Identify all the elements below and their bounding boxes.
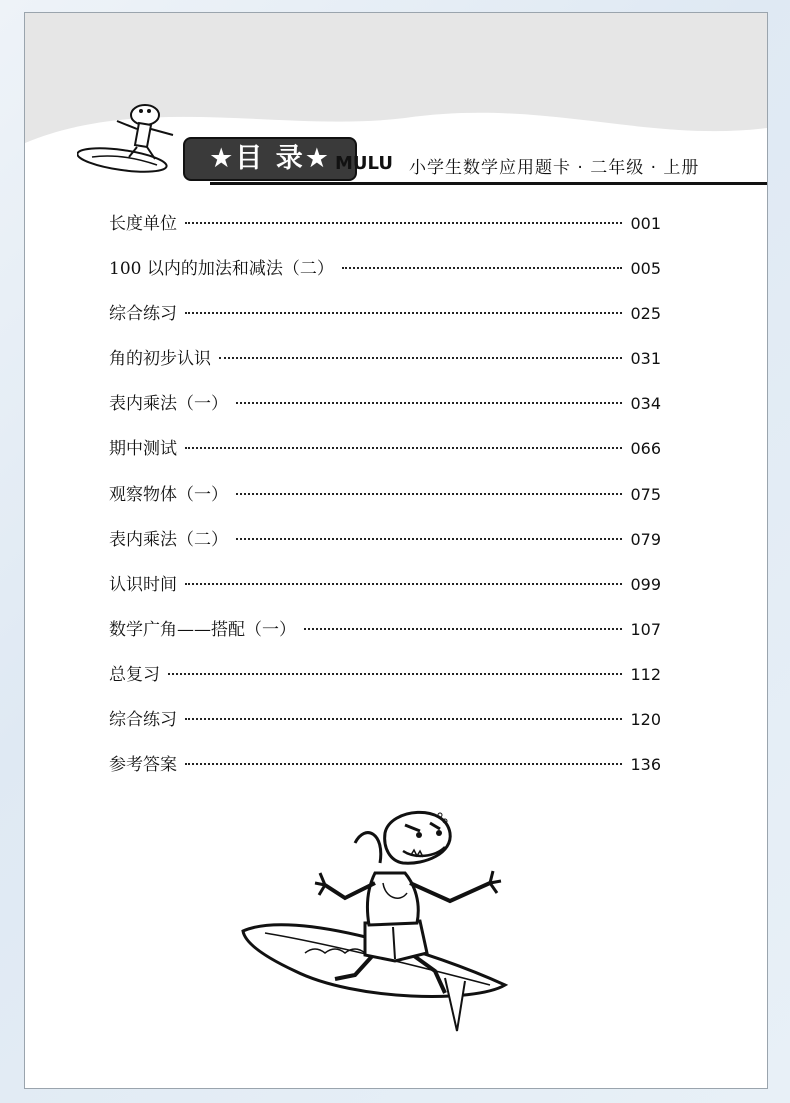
dot-leader (185, 222, 622, 224)
dot-leader (236, 493, 622, 495)
toc-entry-page: 001 (630, 214, 661, 233)
toc-entry-page: 079 (630, 529, 661, 549)
toc-entry-title: 认识时间 (109, 574, 177, 595)
dot-leader (219, 357, 622, 359)
dot-leader (304, 628, 622, 630)
toc-entry-title: 数学广角——搭配（一） (109, 619, 296, 640)
toc-entry-page: 112 (630, 664, 661, 684)
toc-entry-title: 综合练习 (109, 304, 177, 325)
toc-entry-page: 099 (630, 574, 661, 594)
page (24, 12, 768, 1089)
toc-entry-title: 参考答案 (109, 755, 177, 776)
dot-leader (168, 673, 622, 675)
toc-entry-page: 120 (630, 710, 661, 730)
toc-entry-page: 075 (630, 484, 661, 504)
toc-entry-page: 025 (630, 304, 661, 324)
toc-entry-page: 005 (630, 259, 661, 279)
surfing-frog-icon (77, 95, 187, 185)
toc-entry[interactable] (109, 299, 661, 344)
toc-entry[interactable] (109, 570, 661, 615)
dot-leader (236, 538, 622, 540)
toc-entry-page: 031 (630, 349, 661, 369)
table-of-contents (109, 209, 661, 795)
dot-leader (185, 447, 622, 449)
dot-leader (185, 312, 622, 314)
surfing-frog-illustration-icon (235, 803, 535, 1043)
dot-leader (185, 763, 622, 765)
toc-entry-title: 100 以内的加法和减法（二） (109, 259, 334, 280)
toc-entry-page: 066 (630, 439, 661, 459)
toc-entry-page: 136 (630, 755, 661, 775)
toc-entry-page: 034 (630, 394, 661, 414)
dot-leader (236, 402, 622, 404)
toc-entry-title: 观察物体（一） (109, 484, 228, 505)
toc-title-badge: ★目 录★ (183, 137, 357, 181)
toc-entry[interactable] (109, 660, 661, 705)
toc-entry[interactable] (109, 209, 661, 254)
toc-entry[interactable] (109, 254, 661, 299)
toc-entry[interactable] (109, 750, 661, 795)
book-subtitle: 小学生数学应用题卡 · 二年级 · 上册 (409, 158, 700, 178)
toc-entry-title: 总复习 (109, 664, 160, 685)
dot-leader (342, 267, 623, 269)
toc-entry[interactable] (109, 705, 661, 750)
toc-entry[interactable] (109, 389, 661, 434)
toc-entry-title: 表内乘法（二） (109, 529, 228, 550)
toc-entry-page: 107 (630, 619, 661, 639)
toc-entry[interactable] (109, 480, 661, 525)
toc-entry[interactable] (109, 615, 661, 660)
dot-leader (185, 718, 622, 720)
toc-entry[interactable] (109, 434, 661, 479)
toc-entry-title: 综合练习 (109, 710, 177, 731)
romanized-title: MULU (335, 153, 393, 174)
toc-entry[interactable] (109, 344, 661, 389)
header-rule (210, 182, 767, 185)
toc-entry-title: 角的初步认识 (109, 349, 211, 370)
toc-entry-title: 表内乘法（一） (109, 394, 228, 415)
toc-entry[interactable] (109, 525, 661, 570)
toc-entry-title: 长度单位 (109, 214, 177, 234)
dot-leader (185, 583, 622, 585)
toc-entry-title: 期中测试 (109, 439, 177, 460)
